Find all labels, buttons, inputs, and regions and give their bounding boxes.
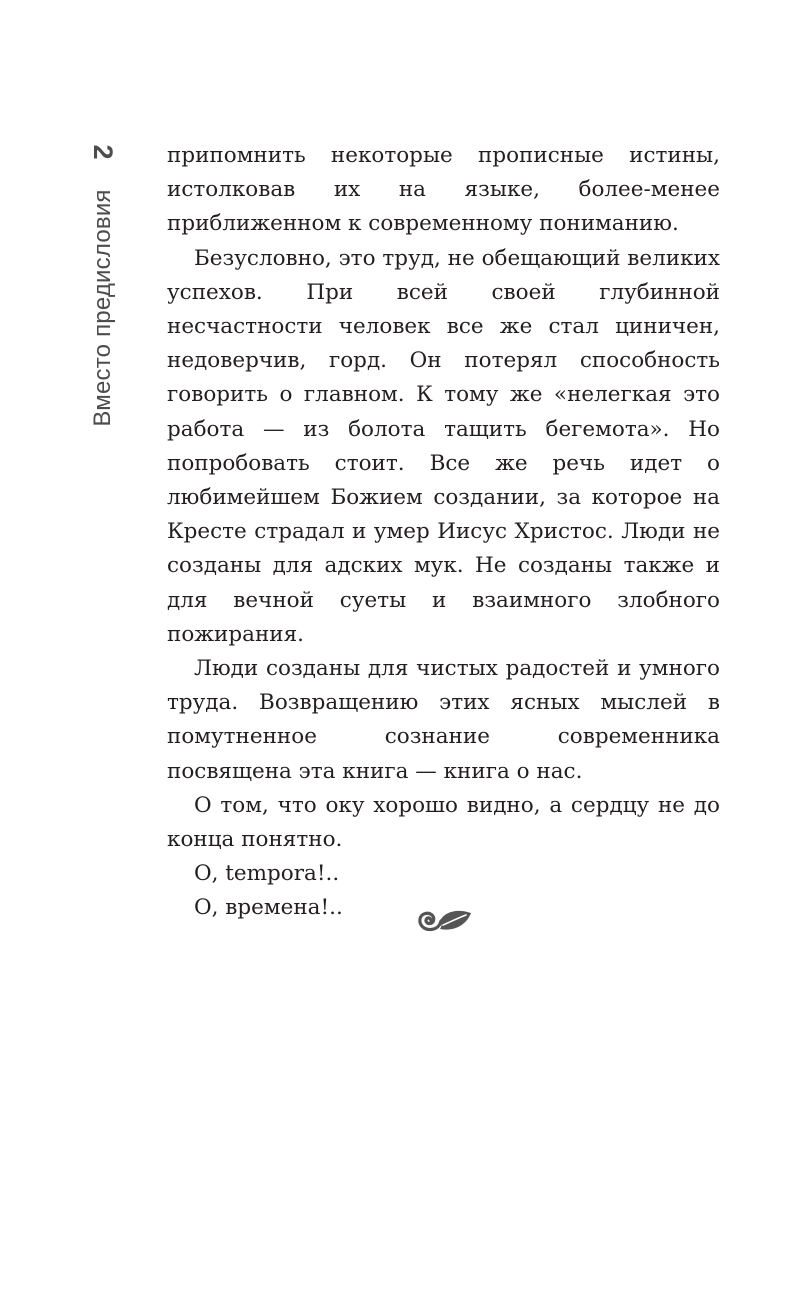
- paragraph: Люди созданы для чистых радостей и умного труда. Возвращению этих ясных мыслей в помутненное сознание современника посвящена эта книга — книга о нас.: [167, 656, 720, 784]
- paragraph: О том, что оку хорошо видно, а сердцу не до конца понятно.: [167, 792, 720, 853]
- paragraph: Безусловно, это труд, не обещающий великих успехов. При всей своей глубинной несчастности человек все же стал циничен, недоверчив, горд. Он потерял способность говорить о главном. К тому же «нелегкая это работа — из болота тащить бегемота». Но попробовать стоит. Все же речь идет о любимейшем Божием создании, за которое на Кресте страдал и умер Иисус Христос. Люди не созданы для адских мук. Не созданы также и для вечной суеты и взаимного злобного пожирания.: [167, 245, 720, 647]
- paragraph: О, времена!..: [194, 895, 343, 921]
- paragraph-continued: припомнить некоторые прописные истины, истолковав их на языке, более-менее приближенном к современному пониманию.: [167, 143, 720, 237]
- running-head-title: Вместо предисловия: [89, 189, 116, 427]
- page-number: 2: [88, 144, 119, 160]
- floral-swirl-ornament-icon: [411, 904, 475, 938]
- body-text: [167, 139, 720, 926]
- paragraph: О, tempora!..: [194, 861, 340, 887]
